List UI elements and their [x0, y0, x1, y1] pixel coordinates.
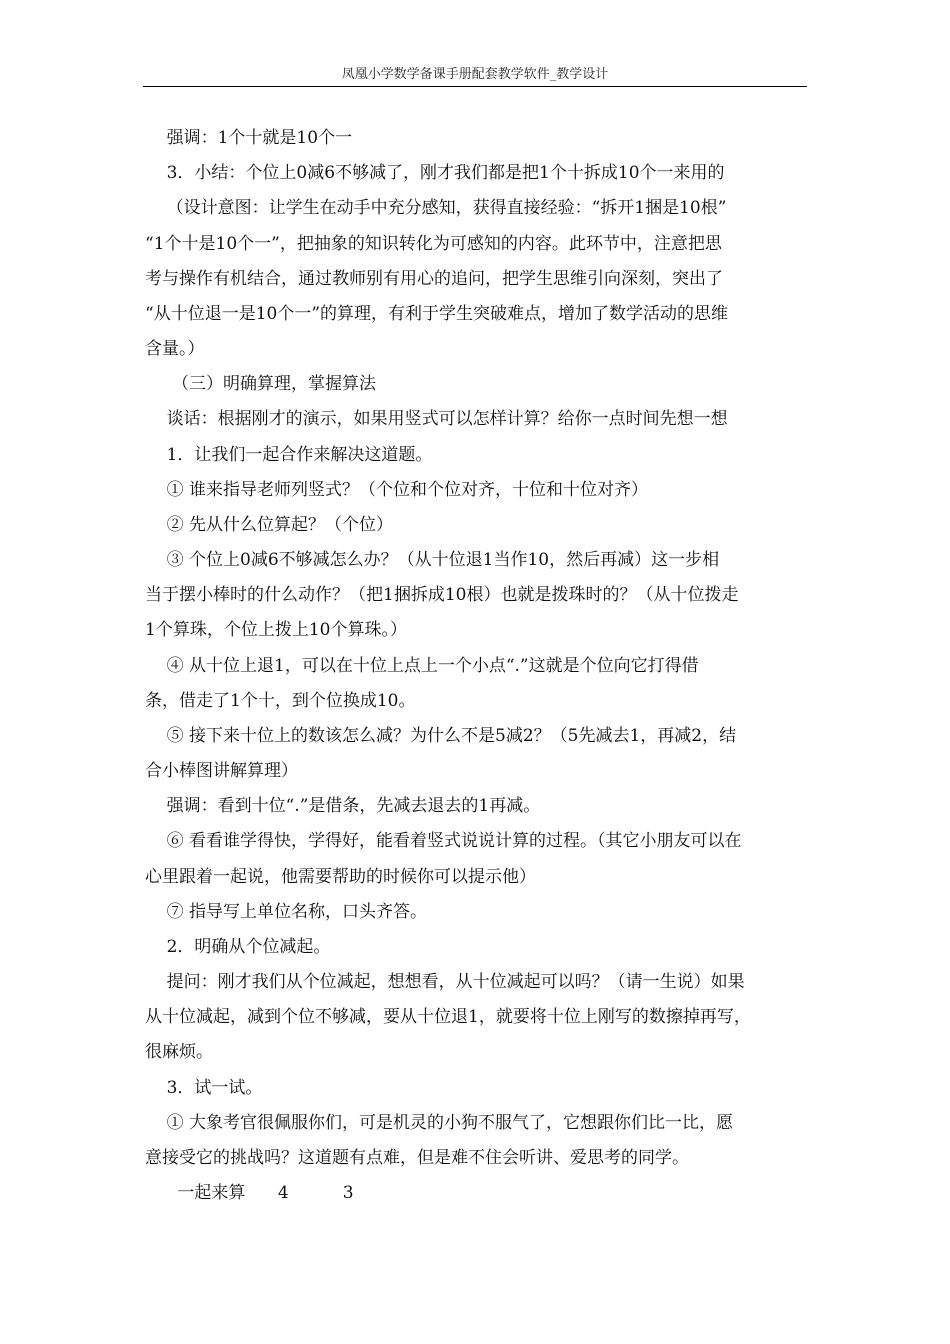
text-line: 强调：看到十位“.”是借条，先减去退去的1再减。 — [145, 796, 541, 816]
page-header: 凤凰小学数学备课手册配套教学软件_教学设计 — [143, 66, 807, 87]
text-line: 很麻烦。 — [145, 1042, 213, 1062]
text-line: 合小棒图讲解算理） — [145, 761, 298, 781]
text-line: 从十位减起，减到个位不够减，要从十位退1，就要将十位上刚写的数擦掉再写， — [145, 1007, 751, 1027]
text-line: 当于摆小棒时的什么动作？（把1捆拆成10根）也就是拨珠时的？（从十位拨走 — [145, 585, 739, 605]
text-line: 条，借走了1个十，到个位换成10。 — [145, 691, 416, 711]
text-line: 2．明确从个位减起。 — [145, 937, 331, 957]
text-line: 意接受它的挑战吗？这道题有点难，但是难不住会听讲、爱思考的同学。 — [145, 1148, 689, 1168]
text-line: 提问：刚才我们从个位减起，想想看，从十位减起可以吗？（请一生说）如果 — [145, 972, 745, 992]
text-line: 强调：1个十就是10个一 — [145, 128, 353, 148]
text-line: 心里跟着一起说，他需要帮助的时候你可以提示他） — [145, 867, 536, 887]
text-line: 谈话：根据刚才的演示，如果用竖式可以怎样计算？给你一点时间先想一想 — [145, 409, 728, 429]
text-line: 一起来算 4 3 — [145, 1183, 354, 1203]
text-line: （三）明确算理，掌握算法 — [145, 374, 377, 394]
text-line: 3．试一试。 — [145, 1078, 263, 1098]
text-line: 考与操作有机结合，通过教师别有用心的追问，把学生思维引向深刻，突出了 — [145, 269, 723, 289]
text-line: ⑦ 指导写上单位名称，口头齐答。 — [145, 902, 428, 922]
text-line: 3．小结：个位上0减6不够减了，刚才我们都是把1个十拆成10个一来用的 — [145, 163, 725, 183]
text-line: ④ 从十位上退1，可以在十位上点上一个小点“.”这就是个位向它打得借 — [145, 656, 699, 676]
text-line: 含量。） — [145, 339, 205, 359]
text-line: （设计意图：让学生在动手中充分感知，获得直接经验：“拆开1捆是10根” — [145, 198, 727, 218]
text-line: 1．让我们一起合作来解决这道题。 — [145, 445, 433, 465]
text-line: ⑤ 接下来十位上的数该怎么减？为什么不是5减2？（5先减去1，再减2，结 — [145, 726, 737, 746]
text-line: “从十位退一是10个一”的算理，有利于学生突破难点，增加了数学活动的思维 — [145, 304, 729, 324]
text-line: ① 大象考官很佩服你们，可是机灵的小狗不服气了，它想跟你们比一比，愿 — [145, 1113, 734, 1133]
text-line: ③ 个位上0减6不够减怎么办？（从十位退1当作10，然后再减）这一步相 — [145, 550, 720, 570]
text-line: “1个十是10个一”，把抽象的知识转化为可感知的内容。此环节中，注意把思 — [145, 234, 722, 254]
text-line: ① 谁来指导老师列竖式？（个位和个位对齐，十位和十位对齐） — [145, 480, 649, 500]
text-line: 1个算珠，个位上拨上10个算珠。） — [145, 620, 407, 640]
text-line: ⑥ 看看谁学得快，学得好，能看着竖式说说计算的过程。（其它小朋友可以在 — [145, 831, 742, 851]
text-line: ② 先从什么位算起？（个位） — [145, 515, 394, 535]
